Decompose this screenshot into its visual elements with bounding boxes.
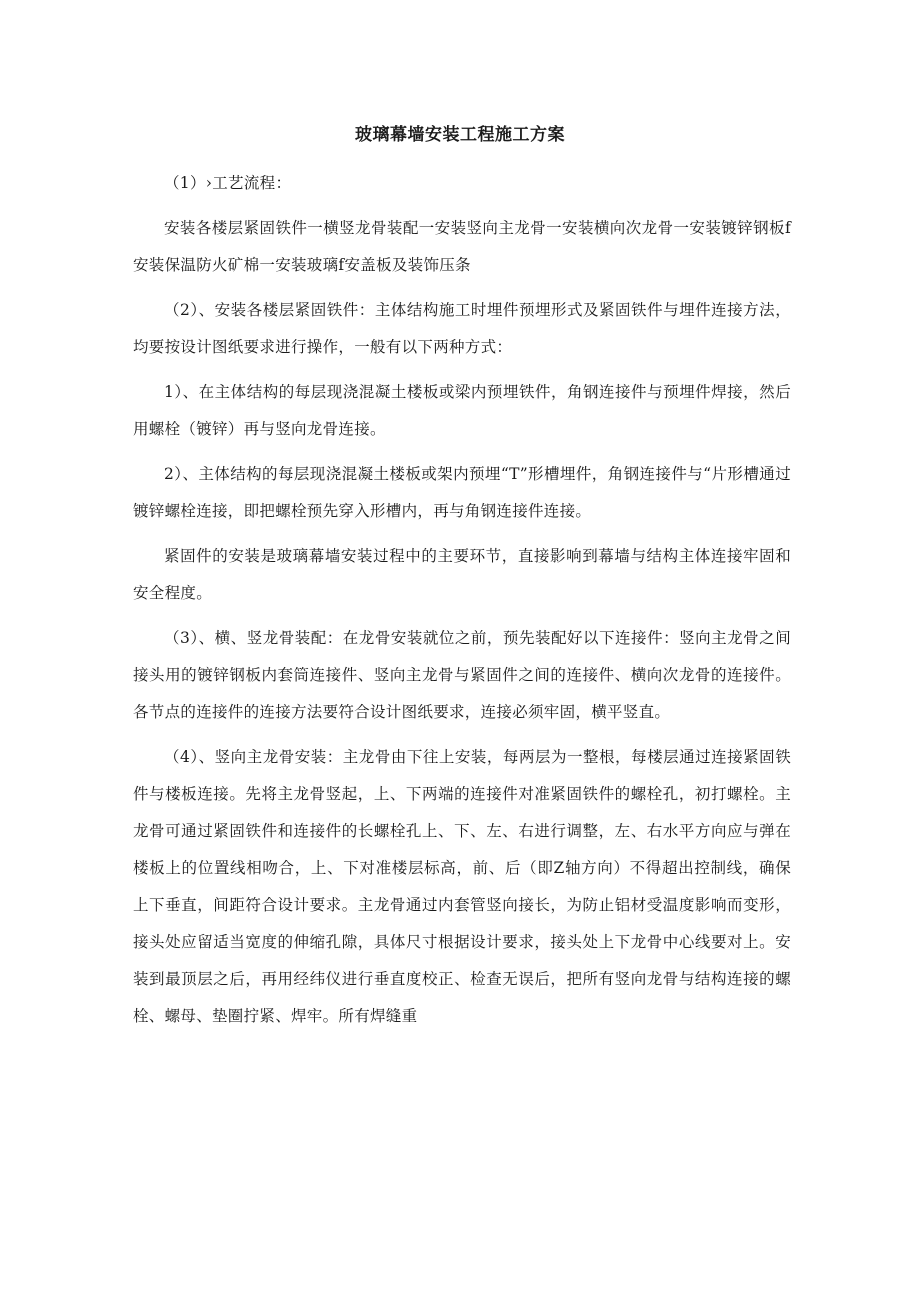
paragraph-fastener-importance: 紧固件的安装是玻璃幕墙安装过程中的主要环节，直接影响到幕墙与结构主体连接牢固和安全程度。 bbox=[133, 547, 791, 602]
paragraph-method-1: 1）、在主体结构的每层现浇混凝土楼板或梁内预埋铁件，角钢连接件与预埋件焊接，然后用螺栓（镀锌）再与竖向龙骨连接。 bbox=[133, 383, 791, 438]
paragraph-keel-assembly: （3）、横、竖龙骨装配：在龙骨安装就位之前，预先装配好以下连接件：竖向主龙骨之间接头用的镀锌钢板内套筒连接件、竖向主龙骨与紧固件之间的连接件、横向次龙骨的连接件。各节点的连接件的连接方法要符合设计图纸要求，连接必须牢固，横平竖直。 bbox=[133, 629, 791, 721]
document-body bbox=[133, 165, 791, 1043]
paragraph-process-flow: 安装各楼层紧固铁件一横竖龙骨装配一安装竖向主龙骨一安装横向次龙骨一安装镀锌钢板f安装保温防火矿棉一安装玻璃f安盖板及装饰压条 bbox=[133, 219, 791, 274]
paragraph-method-2: 2）、主体结构的每层现浇混凝土楼板或架内预埋“T”形槽埋件，角钢连接件与“片形槽通过镀锌螺栓连接，即把螺栓预先穿入形槽内，再与角钢连接件连接。 bbox=[133, 465, 791, 520]
document-title: 玻璃幕墙安装工程施工方案 bbox=[355, 125, 565, 145]
paragraph-fastener-install: （2）、安装各楼层紧固铁件：主体结构施工时埋件预埋形式及紧固铁件与埋件连接方法，均要按设计图纸要求进行操作，一般有以下两种方式： bbox=[133, 301, 791, 356]
paragraph-process-heading: （1）›工艺流程： bbox=[164, 174, 292, 192]
paragraph-main-keel-install: （4）、竖向主龙骨安装：主龙骨由下往上安装，每两层为一整根，每楼层通过连接紧固铁件与楼板连接。先将主龙骨竖起，上、下两端的连接件对准紧固铁件的螺栓孔，初打螺栓。主龙骨可通过紧固铁件和连接件的长螺栓孔上、下、左、右进行调整，左、右水平方向应与弹在楼板上的位置线相吻合，上、下对准楼层标高，前、后（即Z轴方向）不得超出控制线，确保上下垂直，间距符合设计要求。主龙骨通过内套管竖向接长，为防止铝材受温度影响而变形，接头处应留适当宽度的伸缩孔隙，具体尺寸根据设计要求，接头处上下龙骨中心线要对上。安装到最顶层之后，再用经纬仪进行垂直度校正、检查无误后，把所有竖向龙骨与结构连接的螺栓、螺母、垫圈拧紧、焊牢。所有焊缝重 bbox=[133, 748, 791, 1025]
